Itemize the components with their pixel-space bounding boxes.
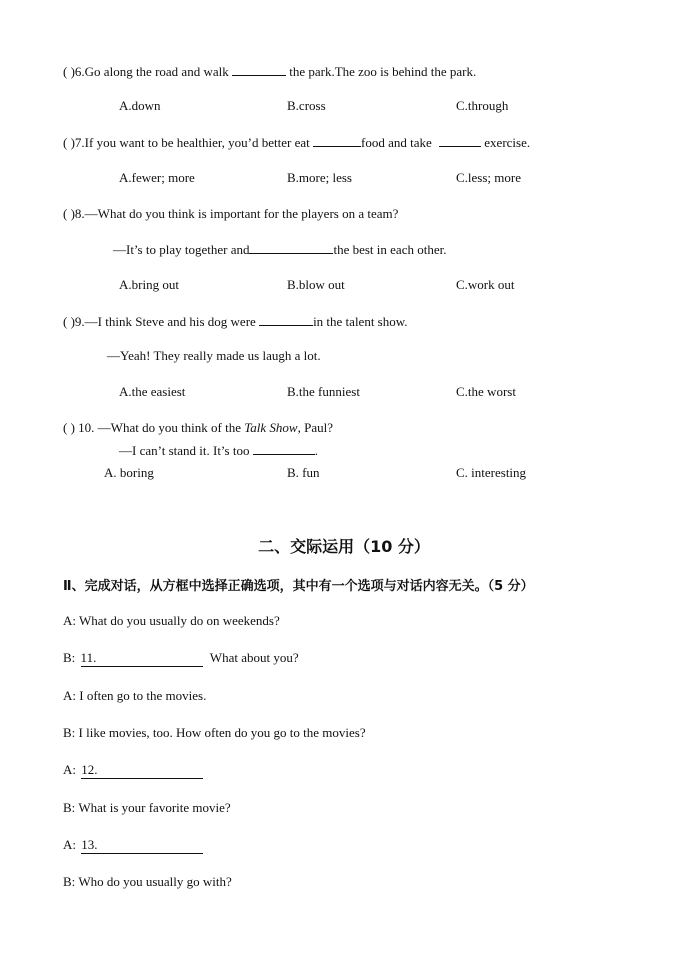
- dialogue-line: B: 11. What about you?: [63, 650, 299, 665]
- section-subtitle: Ⅱ、完成对话，从方框中选择正确选项，其中有一个选项与对话内容无关。（5 分）: [63, 579, 534, 594]
- answer-paren[interactable]: ( ): [63, 206, 75, 221]
- answer-blank-13[interactable]: 13.: [81, 837, 203, 854]
- option-c[interactable]: C.work out: [456, 277, 515, 292]
- option-a[interactable]: A. boring: [104, 465, 154, 480]
- question-10-line2: —I can’t stand it. It’s too .: [119, 443, 318, 458]
- option-b[interactable]: B.the funniest: [287, 384, 360, 399]
- dialogue-line: B: Who do you usually go with?: [63, 874, 232, 889]
- answer-paren[interactable]: ( ): [63, 314, 75, 329]
- answer-paren[interactable]: ( ): [63, 135, 75, 150]
- option-c[interactable]: C.through: [456, 98, 509, 113]
- option-a[interactable]: A.fewer; more: [119, 170, 195, 185]
- speaker-label: B:: [63, 650, 76, 665]
- answer-blank: [259, 313, 313, 326]
- question-8-line2: —It’s to play together and the best in each other.: [113, 242, 447, 257]
- option-b[interactable]: B. fun: [287, 465, 320, 480]
- dialogue-line: A: What do you usually do on weekends?: [63, 613, 280, 628]
- answer-blank: [232, 63, 286, 76]
- question-10-stem: ( ) 10. —What do you think of the Talk Show, Paul?: [63, 420, 333, 435]
- answer-blank: [249, 241, 333, 254]
- option-b[interactable]: B.more; less: [287, 170, 352, 185]
- question-7-stem: ( )7.If you want to be healthier, you’d better eat food and take exercise.: [63, 135, 531, 150]
- answer-blank: [439, 134, 481, 147]
- question-8-stem: ( )8.—What do you think is important for the players on a team?: [63, 206, 399, 221]
- question-9-stem: ( )9.—I think Steve and his dog were in the talent show.: [63, 314, 408, 329]
- option-c[interactable]: C.the worst: [456, 384, 516, 399]
- question-9-line2: —Yeah! They really made us laugh a lot.: [107, 348, 321, 363]
- option-a[interactable]: A.bring out: [119, 277, 179, 292]
- answer-paren[interactable]: ( ): [63, 64, 75, 79]
- option-c[interactable]: C.less; more: [456, 170, 521, 185]
- option-a[interactable]: A.the easiest: [119, 384, 186, 399]
- answer-blank: [313, 134, 361, 147]
- speaker-label: B:: [63, 874, 76, 889]
- speaker-label: A:: [63, 613, 76, 628]
- dialogue-line: [63, 762, 203, 779]
- dialogue-line: [63, 837, 203, 854]
- speaker-label: A:: [63, 837, 76, 852]
- option-b[interactable]: B.cross: [287, 98, 326, 113]
- dialogue-line: B: I like movies, too. How often do you go to the movies?: [63, 725, 366, 740]
- dialogue-line: A: I often go to the movies.: [63, 688, 207, 703]
- speaker-label: B:: [63, 725, 76, 740]
- dialogue-line: B: What is your favorite movie?: [63, 800, 231, 815]
- answer-paren[interactable]: ( ): [63, 420, 75, 435]
- section-title: 二、交际运用（10 分）: [258, 537, 430, 556]
- answer-blank-12[interactable]: 12.: [81, 762, 203, 779]
- option-b[interactable]: B.blow out: [287, 277, 345, 292]
- answer-blank: [253, 442, 315, 455]
- answer-blank-11[interactable]: 11.: [81, 650, 203, 667]
- speaker-label: A:: [63, 688, 76, 703]
- question-6-stem: ( )6.Go along the road and walk the park.The zoo is behind the park.: [63, 64, 477, 79]
- speaker-label: B:: [63, 800, 76, 815]
- option-a[interactable]: A.down: [119, 98, 161, 113]
- option-c[interactable]: C. interesting: [456, 465, 527, 480]
- speaker-label: A:: [63, 762, 76, 777]
